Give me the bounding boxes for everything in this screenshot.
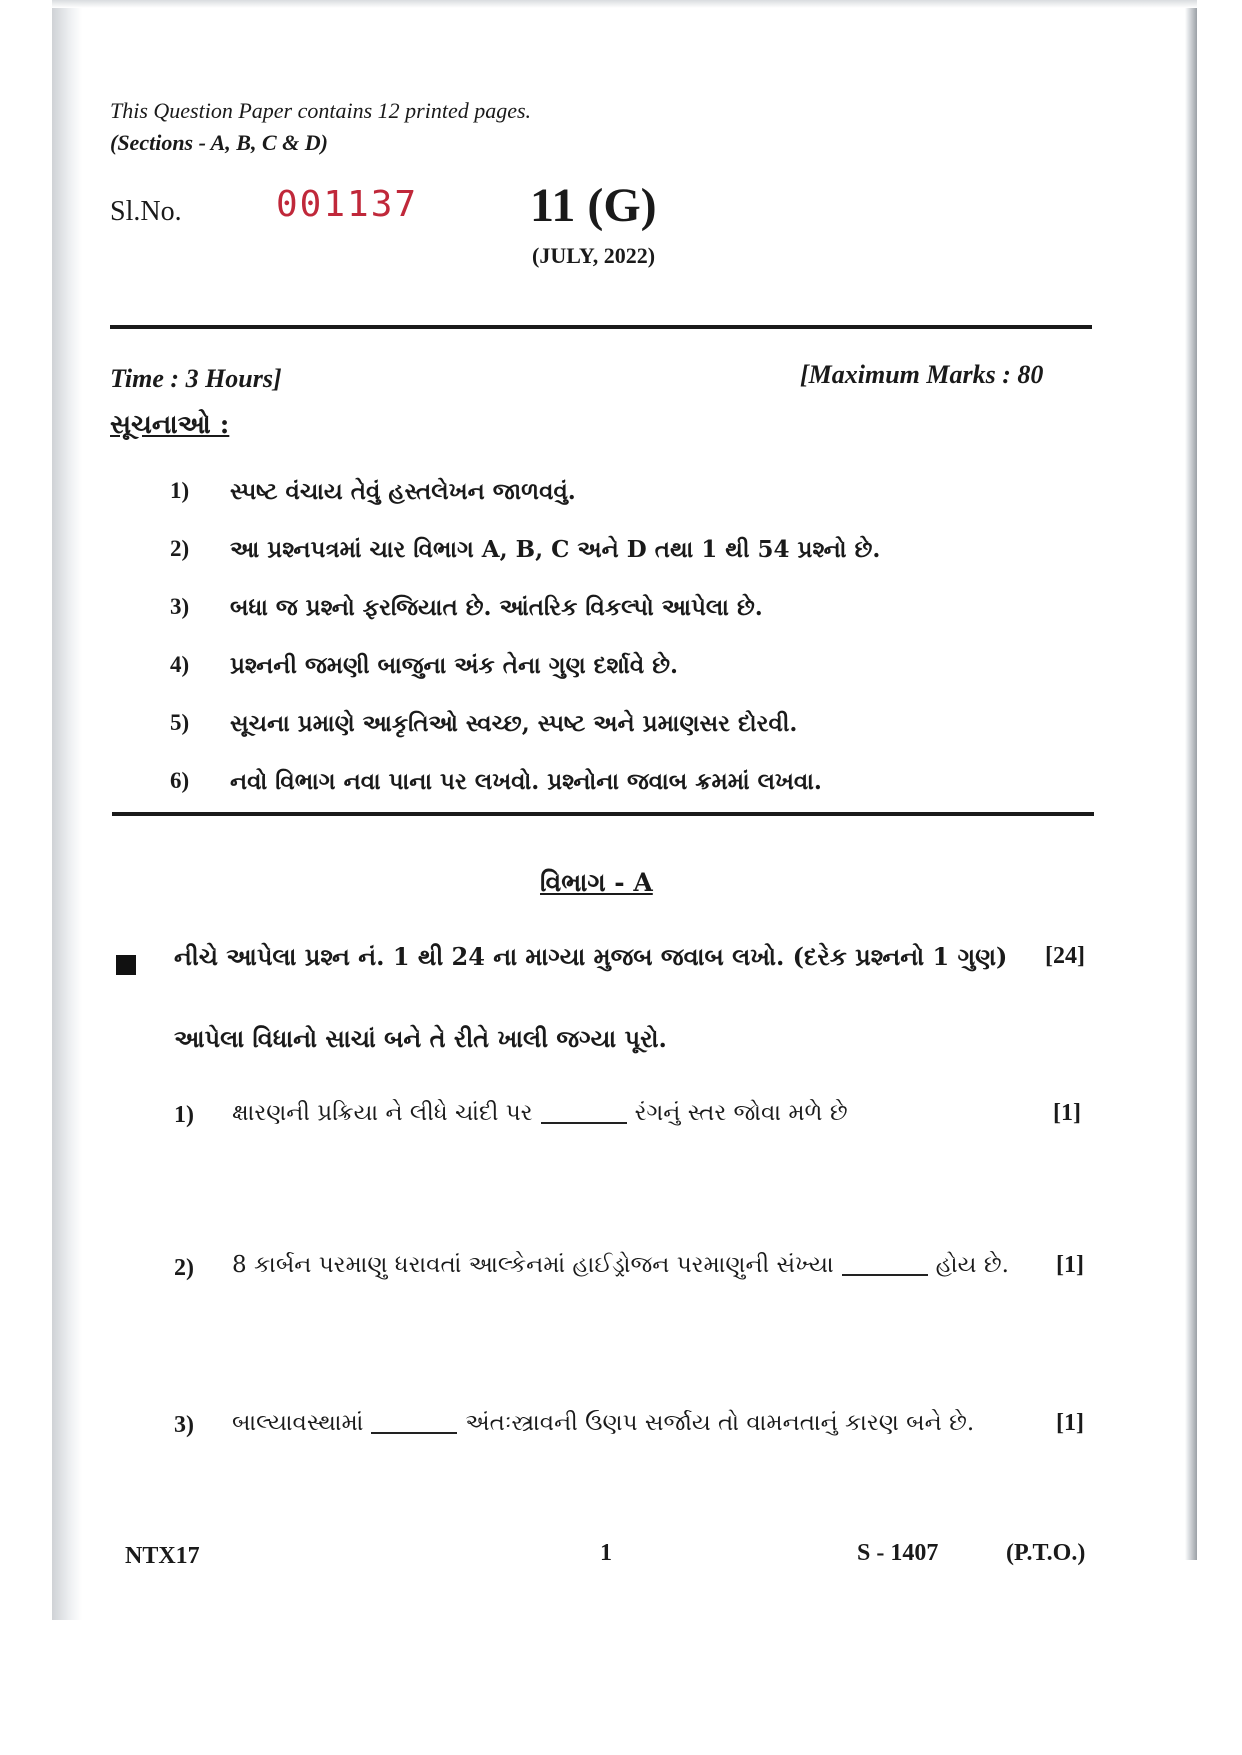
scan-shadow-left xyxy=(52,0,82,1620)
question-marks: [1] xyxy=(1053,1100,1081,1126)
instruction-text: પ્રશ્નની જમણી બાજુના અંક તેના ગુણ દર્શાવે છે. xyxy=(230,651,678,679)
question-text-before: ક્ષારણની પ્રક્રિયા ને લીધે ચાંદી પર xyxy=(232,1100,533,1126)
question-marks: [1] xyxy=(1056,1410,1084,1436)
instruction-number: 4) xyxy=(170,652,190,677)
paper-code: 11 (G) xyxy=(530,179,657,232)
question-text-after: રંગનું સ્તર જોવા મળે છે xyxy=(634,1100,848,1126)
footer-code: NTX17 xyxy=(125,1543,200,1569)
section-title: વિભાગ - A xyxy=(540,868,653,897)
sections-note: (Sections - A, B, C & D) xyxy=(110,130,328,155)
instruction-number: 3) xyxy=(170,594,190,619)
instructions-heading: સૂચનાઓ : xyxy=(110,410,230,440)
question-text xyxy=(232,1410,974,1436)
instruction-item xyxy=(170,636,1070,694)
question-number: 3) xyxy=(174,1412,194,1438)
instruction-text: સૂચના પ્રમાણે આકૃતિઓ સ્વચ્છ, સ્પષ્ટ અને પ્રમાણસર દોરવી. xyxy=(230,709,798,737)
instruction-item xyxy=(170,694,1070,752)
instruction-text: આ પ્રશ્નપત્રમાં ચાર વિભાગ A, B, C અને D તથા 1 થી 54 પ્રશ્નો છે. xyxy=(230,535,881,563)
instruction-text: સ્પષ્ટ વંચાય તેવું હસ્તલેખન જાળવવું. xyxy=(230,477,576,505)
question-number: 1) xyxy=(174,1102,194,1128)
please-turn-over: (P.T.O.) xyxy=(1006,1540,1086,1566)
instruction-number: 5) xyxy=(170,710,190,735)
question-marks: [1] xyxy=(1056,1252,1084,1278)
header-divider xyxy=(110,325,1092,329)
question-text-before: બાલ્યાવસ્થામાં xyxy=(232,1410,364,1436)
bullet-square-icon xyxy=(116,955,136,975)
instruction-item xyxy=(170,520,1070,578)
instruction-item xyxy=(170,578,1070,636)
answer-blank xyxy=(541,1122,627,1124)
instruction-number: 2) xyxy=(170,536,190,561)
instruction-text: બધા જ પ્રશ્નો ફરજિયાત છે. આંતરિક વિકલ્પો આપેલા છે. xyxy=(230,593,763,621)
main-question: નીચે આપેલા પ્રશ્ન નં. 1 થી 24 ના માગ્યા મુજબ જવાબ લખો. (દરેક પ્રશ્નનો 1 ગુણ) xyxy=(174,942,1008,971)
scan-shadow-right xyxy=(1185,0,1197,1560)
page-number: 1 xyxy=(600,1540,612,1566)
question-number: 2) xyxy=(174,1255,194,1281)
question-text-after: હોય છે. xyxy=(935,1252,1009,1278)
question-text xyxy=(232,1100,848,1126)
exam-date: (JULY, 2022) xyxy=(532,243,656,268)
instruction-item xyxy=(170,752,1070,810)
instruction-number: 6) xyxy=(170,768,190,793)
time-allowed: Time : 3 Hours] xyxy=(110,364,282,393)
instructions-divider xyxy=(112,812,1094,816)
question-text-after: અંતઃસ્ત્રાવની ઉણપ સર્જાય તો વામનતાનું કારણ બને છે. xyxy=(465,1410,975,1436)
maximum-marks: [Maximum Marks : 80 xyxy=(800,360,1044,389)
serial-number-label: Sl.No. xyxy=(110,196,182,227)
answer-blank xyxy=(371,1432,457,1434)
question-text xyxy=(232,1252,1009,1278)
instructions-list xyxy=(170,462,1070,810)
instruction-item xyxy=(170,462,1070,520)
instruction-text: નવો વિભાગ નવા પાના પર લખવો. પ્રશ્નોના જવાબ ક્રમમાં લખવા. xyxy=(230,767,822,795)
paper-reference: S - 1407 xyxy=(857,1540,939,1566)
scan-shadow-top xyxy=(52,0,1197,8)
main-question-marks: [24] xyxy=(1045,943,1085,969)
answer-blank xyxy=(842,1274,928,1276)
serial-number-value: 001137 xyxy=(276,184,419,225)
pages-note: This Question Paper contains 12 printed pages. xyxy=(110,98,532,123)
instruction-number: 1) xyxy=(170,478,190,503)
fill-in-blanks-heading: આપેલા વિધાનો સાચાં બને તે રીતે ખાલી જગ્યા પૂરો. xyxy=(174,1024,667,1053)
question-text-before: 8 કાર્બન પરમાણુ ધરાવતાં આલ્કેનમાં હાઈડ્રોજન પરમાણુની સંખ્યા xyxy=(232,1252,834,1278)
